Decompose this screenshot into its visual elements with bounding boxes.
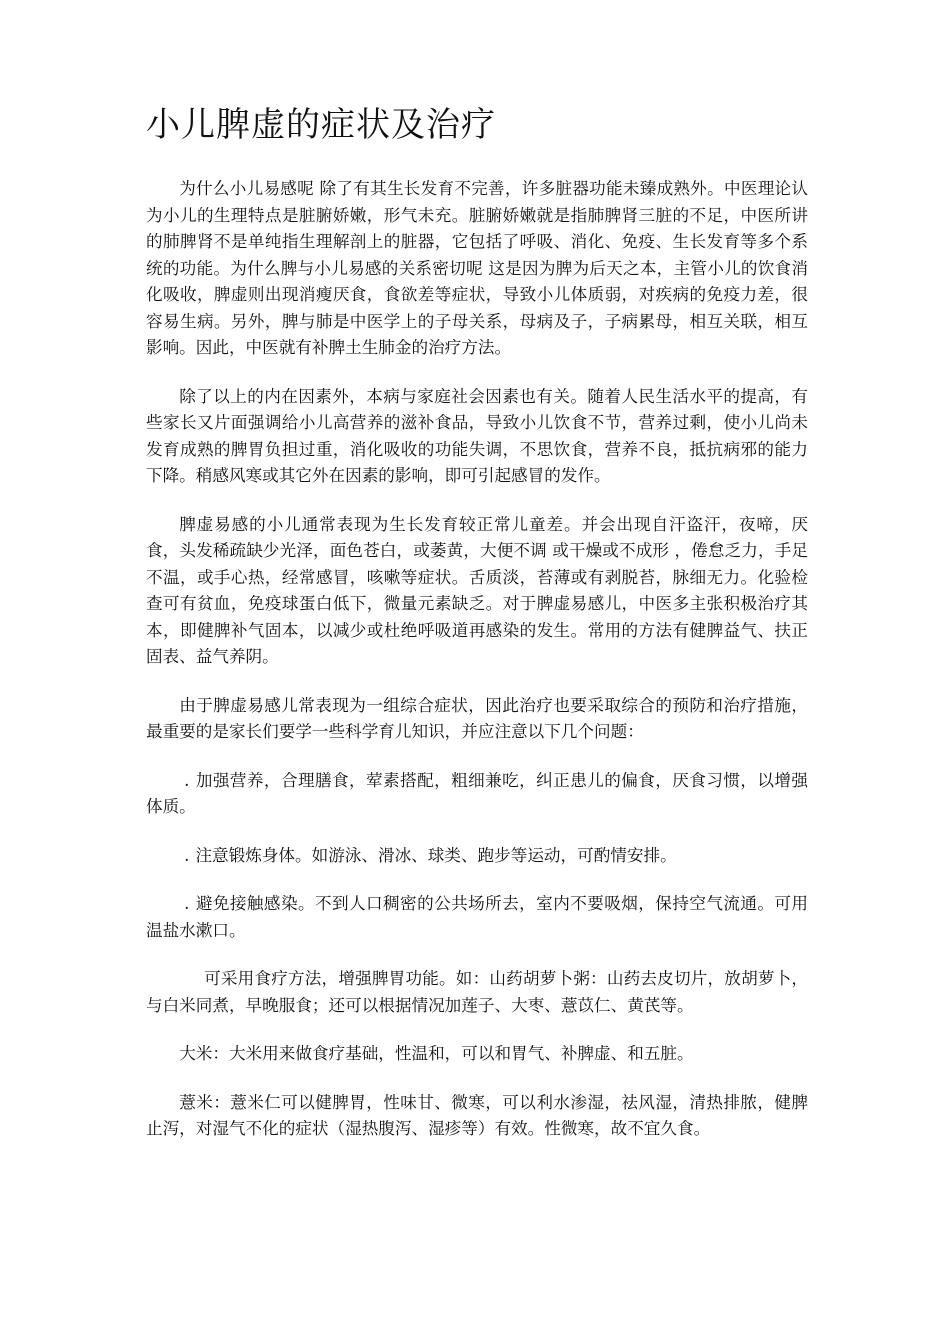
paragraph-why-children-catch-colds: 为什么小儿易感呢 除了有其生长发育不完善，许多脏器功能未臻成熟外。中医理论认为小儿的生理特点是脏腑娇嫩，形气未充。脏腑娇嫩就是指肺脾肾三脏的不足，中医所讲的肺脾肾不是单纯指生理解剖上的脏器，它包括了呼吸、消化、免疫、生长发育等多个系统的功能。为什么脾与小儿易感的关系密切呢 这是因为脾为后天之本，主管小儿的饮食消化吸收，脾虚则出现消瘦厌食，食欲差等症状，导致小儿体质弱，对疾病的免疫力差，很容易生病。另外，脾与肺是中医学上的子母关系，母病及子，子病累母，相互关联，相互影响。因此，中医就有补脾土生肺金的治疗方法。: [146, 179, 808, 357]
paragraph-symptoms: 脾虚易感的小儿通常表现为生长发育较正常儿童差。并会出现自汗盗汗，夜啼，厌食，头发稀疏缺少光泽，面色苍白，或萎黄，大便不调 或干燥或不成形 ，倦怠乏力，手足不温，或手心热，经常感冒，咳嗽等症状。舌质淡，苔薄或有剥脱苔，脉细无力。化验检查可有贫血，免疫球蛋白低下，微量元素缺乏。对于脾虚易感儿，中医多主张积极治疗其本，即健脾补气固本，以减少或杜绝呼吸道再感染的发生。常用的方法有健脾益气、扶正固表、益气养阴。: [146, 514, 808, 666]
list-item-text: 加强营养，合理膳食，荤素搭配，粗细兼吃，纠正患儿的偏食，厌食习惯，以增强体质。: [146, 770, 808, 816]
list-item-avoid-infection: [146, 891, 808, 944]
paragraph-treatment-intro: 由于脾虚易感儿常表现为一组综合症状，因此治疗也要采取综合的预防和治疗措施，最重要的是家长们要学一些科学育儿知识，并应注意以下几个问题：: [146, 695, 808, 741]
list-marker: .: [184, 845, 190, 865]
paragraph-external-factors: 除了以上的内在因素外，本病与家庭社会因素也有关。随着人民生活水平的提高，有些家长又片面强调给小儿高营养的滋补食品，导致小儿饮食不节，营养过剩，使小儿尚未发育成熟的脾胃负担过重，消化吸收的功能失调，不思饮食，营养不良，抵抗病邪的能力下降。稍感风寒或其它外在因素的影响，即可引起感冒的发作。: [146, 386, 808, 485]
list-marker: .: [184, 770, 190, 790]
paragraph-food-therapy: 可采用食疗方法，增强脾胃功能。如：山药胡萝卜粥：山药去皮切片，放胡萝卜，与白米同煮，早晚服食；还可以根据情况加莲子、大枣、薏苡仁、黄芪等。: [146, 969, 808, 1015]
paragraph-food-rice: 大米：大米用来做食疗基础，性温和，可以和胃气、补脾虚、和五脏。: [179, 1044, 694, 1063]
document-title: 小儿脾虚的症状及治疗: [146, 105, 496, 145]
document-page: [146, 96, 808, 1165]
list-item-nutrition: [146, 768, 808, 821]
list-item-text: 注意锻炼身体。如游泳、滑冰、球类、跑步等运动，可酌情安排。: [195, 845, 677, 865]
paragraph-food-coix: 薏米：薏米仁可以健脾胃，性味甘、微寒，可以利水渗湿，祛风湿，清热排脓，健脾止泻，对湿气不化的症状（湿热腹泻、湿疹等）有效。性微寒，故不宜久食。: [146, 1092, 808, 1138]
list-marker: .: [184, 894, 190, 913]
list-item-exercise: [146, 843, 808, 870]
list-item-text: 避免接触感染。不到人口稠密的公共场所去，室内不要吸烟，保持空气流通。可用温盐水漱口。: [146, 894, 808, 940]
